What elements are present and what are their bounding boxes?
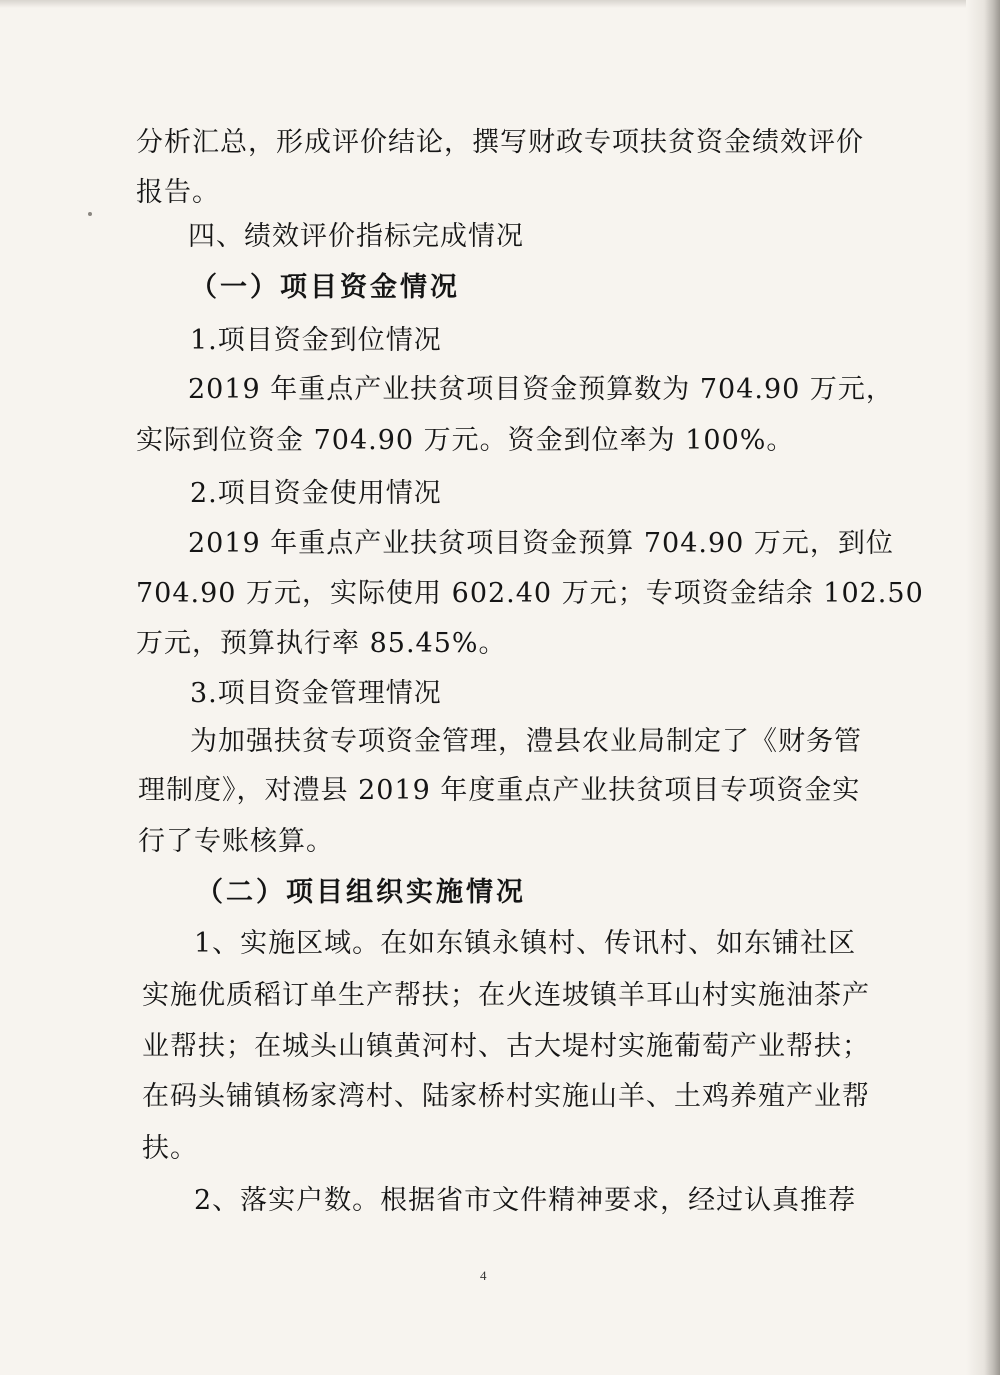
scan-right-edge — [966, 0, 1000, 1375]
scan-top-edge — [0, 0, 1000, 8]
text-line: 理制度》，对澧县 2019 年度重点产业扶贫项目专项资金实 — [138, 775, 861, 806]
text-line: 在码头铺镇杨家湾村、陆家桥村实施山羊、土鸡养殖产业帮 — [142, 1081, 870, 1112]
text-line: 实际到位资金 704.90 万元。资金到位率为 100%。 — [136, 425, 795, 456]
text-line: 报告。 — [136, 177, 220, 208]
item-heading: 2.项目资金使用情况 — [190, 478, 442, 509]
section-heading: 四、绩效评价指标完成情况 — [188, 221, 524, 252]
text-line: 为加强扶贫专项资金管理，澧县农业局制定了《财务管 — [190, 726, 862, 757]
text-line: 实施优质稻订单生产帮扶；在火连坡镇羊耳山村实施油茶产 — [142, 980, 870, 1011]
text-line: 2、落实户数。根据省市文件精神要求，经过认真推荐 — [194, 1185, 857, 1216]
subsection-heading: （一）项目资金情况 — [190, 272, 460, 303]
text-line: 业帮扶；在城头山镇黄河村、古大堤村实施葡萄产业帮扶； — [142, 1031, 870, 1062]
scan-speck — [88, 212, 92, 216]
text-line: 1、实施区域。在如东镇永镇村、传讯村、如东铺社区 — [194, 928, 857, 959]
text-line: 万元，预算执行率 85.45%。 — [136, 628, 507, 659]
subsection-heading: （二）项目组织实施情况 — [196, 877, 526, 908]
text-line: 2019 年重点产业扶贫项目资金预算数为 704.90 万元， — [188, 374, 894, 405]
item-heading: 3.项目资金管理情况 — [190, 678, 442, 709]
text-line: 分析汇总，形成评价结论，撰写财政专项扶贫资金绩效评价 — [136, 127, 864, 158]
item-heading: 1.项目资金到位情况 — [190, 325, 442, 356]
text-line: 704.90 万元，实际使用 602.40 万元；专项资金结余 102.50 — [136, 578, 924, 609]
text-line: 2019 年重点产业扶贫项目资金预算 704.90 万元，到位 — [188, 528, 894, 559]
text-line: 扶。 — [142, 1133, 198, 1164]
page-number: 4 — [480, 1268, 487, 1283]
text-line: 行了专账核算。 — [138, 826, 334, 857]
